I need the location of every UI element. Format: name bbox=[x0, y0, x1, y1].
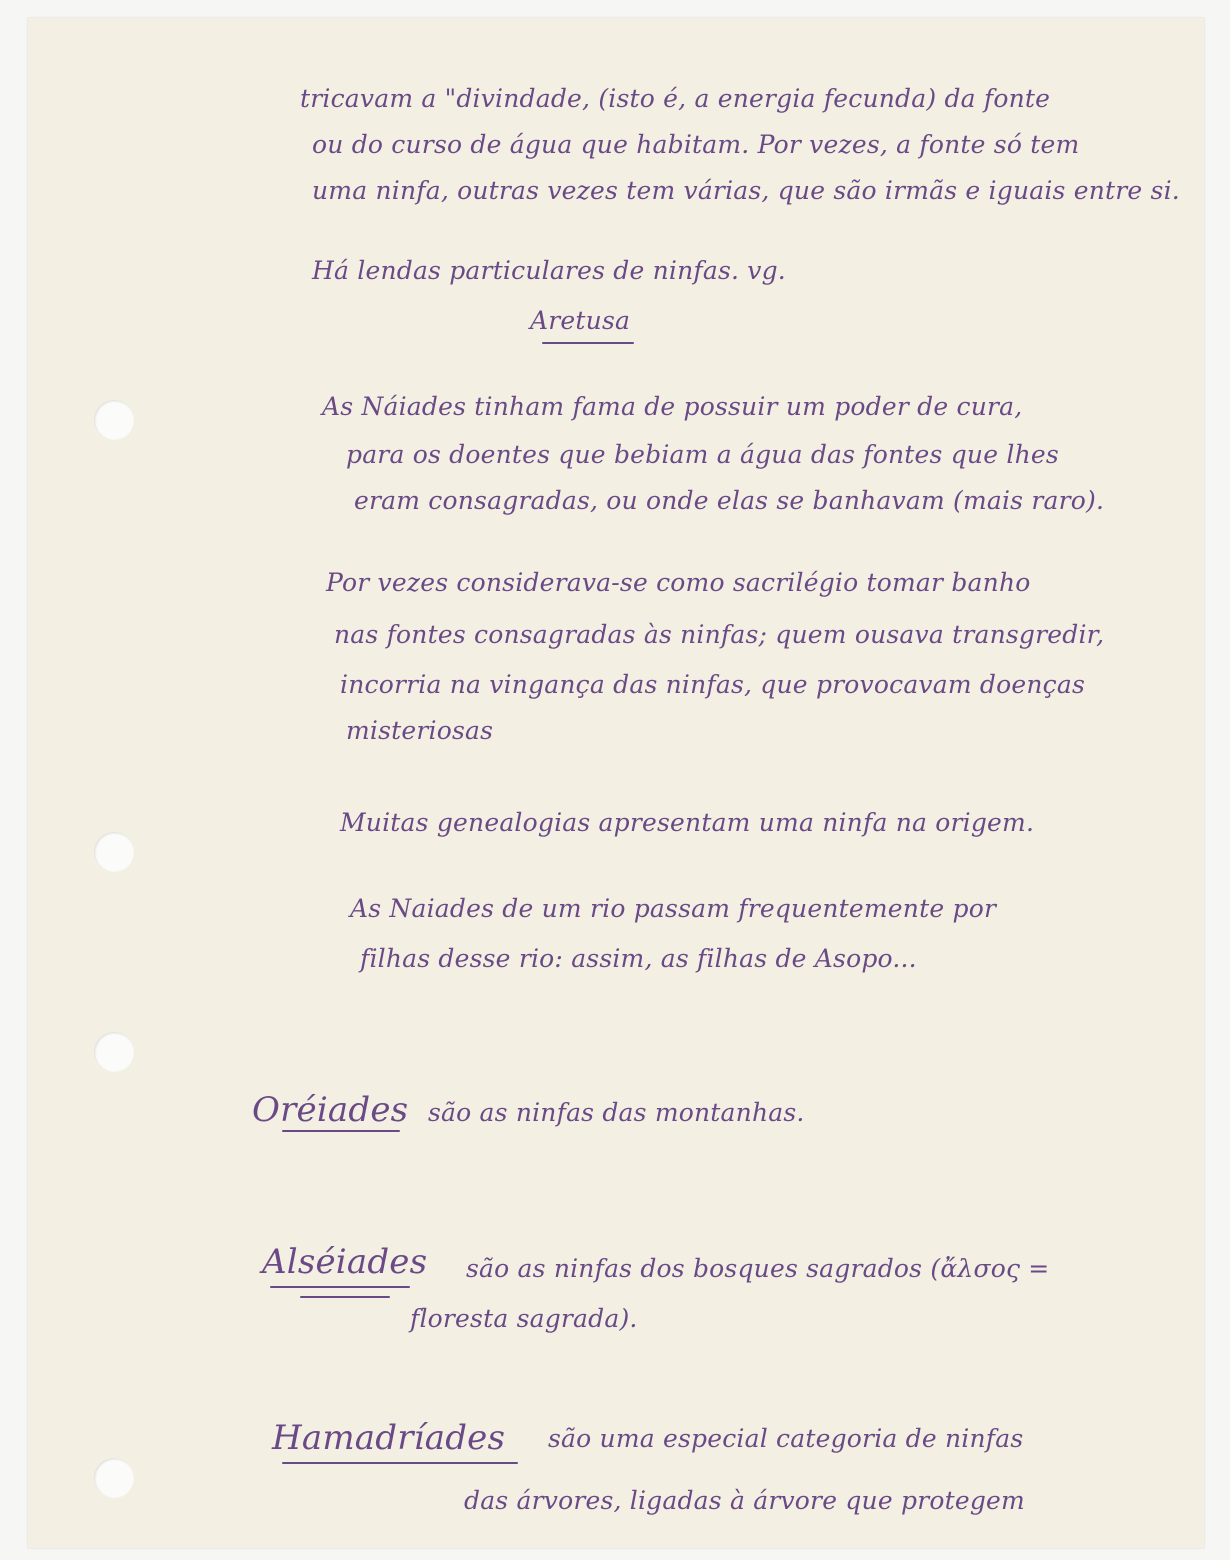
underline bbox=[282, 1130, 400, 1132]
handwritten-line: para os doentes que bebiam a água das fontes que lhes bbox=[346, 440, 1059, 469]
handwritten-line: tricavam a "divindade, (isto é, a energia fecunda) da fonte bbox=[300, 84, 1051, 113]
handwritten-line: floresta sagrada). bbox=[410, 1304, 638, 1333]
handwritten-line: Por vezes considerava-se como sacrilégio tomar banho bbox=[326, 568, 1031, 597]
example-heading: Aretusa bbox=[530, 306, 631, 335]
term-oreiades: Oréiades bbox=[252, 1090, 409, 1130]
handwritten-line: incorria na vingança das ninfas, que provocavam doenças bbox=[340, 670, 1085, 699]
handwritten-line: uma ninfa, outras vezes tem várias, que são irmãs e iguais entre si. bbox=[312, 176, 1180, 205]
handwritten-line: eram consagradas, ou onde elas se banhavam (mais raro). bbox=[354, 486, 1105, 515]
handwritten-line: são as ninfas dos bosques sagrados (ἄλσος = bbox=[466, 1254, 1050, 1283]
punch-hole bbox=[94, 1032, 134, 1072]
punch-hole bbox=[94, 832, 134, 872]
punch-hole bbox=[94, 1458, 134, 1498]
underline bbox=[300, 1296, 390, 1298]
underline bbox=[282, 1462, 518, 1464]
handwritten-line: nas fontes consagradas às ninfas; quem ousava transgredir, bbox=[334, 620, 1105, 649]
punch-hole bbox=[94, 400, 134, 440]
handwritten-line: das árvores, ligadas à árvore que protegem bbox=[464, 1486, 1025, 1515]
underline bbox=[542, 342, 634, 344]
handwritten-line: Há lendas particulares de ninfas. vg. bbox=[312, 256, 786, 285]
term-alseiades: Alséiades bbox=[262, 1242, 428, 1282]
handwritten-line: filhas desse rio: assim, as filhas de Asopo... bbox=[360, 944, 917, 973]
handwritten-line: são uma especial categoria de ninfas bbox=[548, 1424, 1024, 1453]
handwritten-line: misteriosas bbox=[346, 716, 494, 745]
handwritten-line: são as ninfas das montanhas. bbox=[428, 1098, 805, 1127]
underline bbox=[270, 1286, 410, 1288]
handwritten-line: As Naiades de um rio passam frequentemente por bbox=[350, 894, 997, 923]
handwritten-line: Muitas genealogias apresentam uma ninfa na origem. bbox=[340, 808, 1035, 837]
handwritten-line: ou do curso de água que habitam. Por vezes, a fonte só tem bbox=[312, 130, 1080, 159]
handwritten-line: As Náiades tinham fama de possuir um poder de cura, bbox=[322, 392, 1023, 421]
term-hamadriades: Hamadríades bbox=[272, 1418, 506, 1458]
